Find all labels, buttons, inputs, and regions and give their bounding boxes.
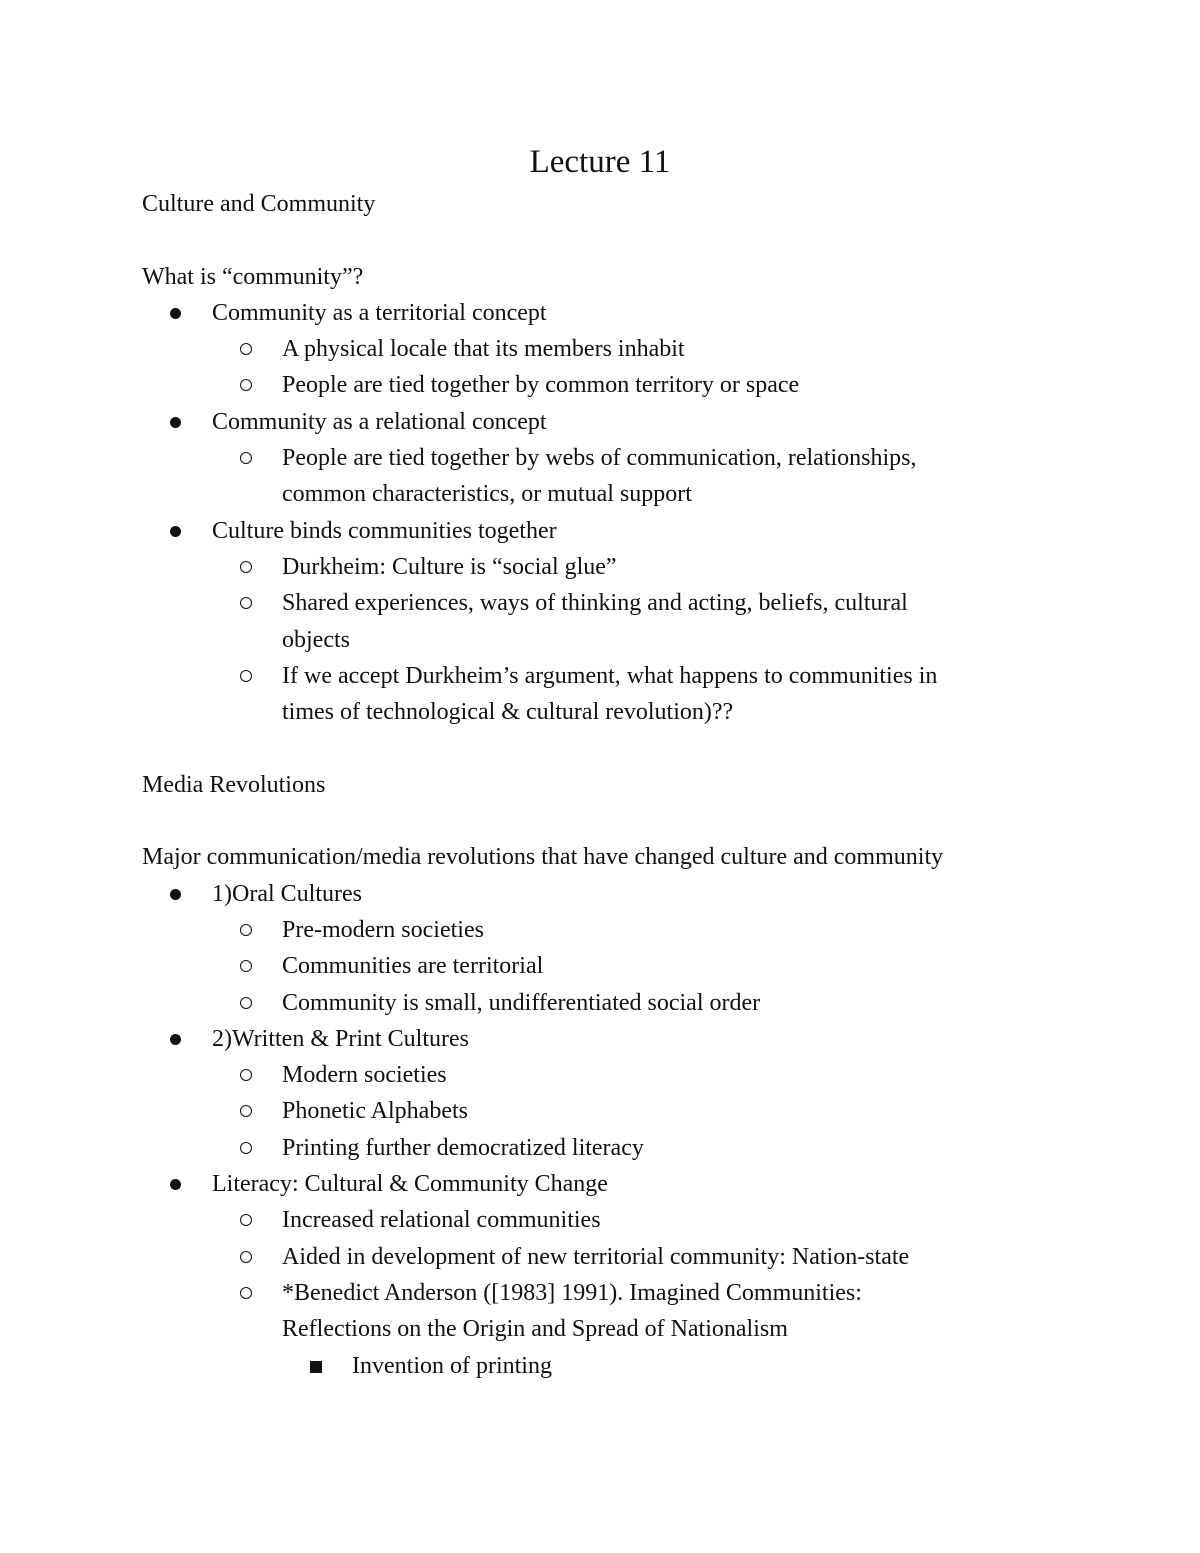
- list-item: [142, 876, 1082, 912]
- sub-list-item: [142, 1239, 1082, 1275]
- sub-list-item: [142, 948, 1082, 984]
- sub-list-item-text: People are tied together by webs of communication, relationships,: [282, 445, 917, 472]
- list-item-text: 2)Written & Print Cultures: [212, 1025, 470, 1052]
- sub-list-item-text: Shared experiences, ways of thinking and acting, beliefs, cultural: [282, 590, 908, 617]
- bullet-icon: [170, 526, 181, 537]
- hollow-bullet-icon: [240, 1214, 252, 1226]
- sub-list-item: [142, 1057, 1082, 1093]
- sub-list-item-text: objects: [282, 626, 350, 653]
- sub-list-item-text: Communities are territorial: [282, 953, 544, 980]
- list-item-text: Community as a relational concept: [212, 408, 547, 435]
- list-item: [142, 1166, 1082, 1202]
- sub-list-item: [142, 912, 1082, 948]
- sub-list-item-text: A physical locale that its members inhabit: [282, 336, 685, 363]
- hollow-bullet-icon: [240, 343, 252, 355]
- sub-list-item-continuation: [142, 622, 1082, 658]
- sub-list-item-text: Modern societies: [282, 1062, 447, 1089]
- sub-list-item-text: Increased relational communities: [282, 1207, 601, 1234]
- sub-list-item-text: Reflections on the Origin and Spread of Nationalism: [282, 1316, 788, 1343]
- sub-list-item-text: Printing further democratized literacy: [282, 1134, 644, 1161]
- section-question: What is “community”?: [142, 263, 364, 290]
- sub-list-item: [142, 440, 1082, 476]
- hollow-bullet-icon: [240, 379, 252, 391]
- sub-sub-list-item: [142, 1348, 1082, 1384]
- sub-list-item: [142, 1093, 1082, 1129]
- document-body: [142, 186, 1082, 1384]
- sub-list-item-text: Aided in development of new territorial community: Nation-state: [282, 1243, 910, 1270]
- sub-list-item-text: common characteristics, or mutual support: [282, 481, 692, 508]
- hollow-bullet-icon: [240, 1287, 252, 1299]
- hollow-bullet-icon: [240, 597, 252, 609]
- document-title: Lecture 11: [529, 144, 671, 180]
- spacer: [142, 803, 1082, 839]
- sub-list-item: [142, 549, 1082, 585]
- section-heading: Media Revolutions: [142, 771, 326, 798]
- sub-list-item: [142, 585, 1082, 621]
- hollow-bullet-icon: [240, 960, 252, 972]
- sub-sub-list-item-text: Invention of printing: [352, 1352, 552, 1379]
- list-item-text: 1)Oral Cultures: [212, 880, 362, 907]
- hollow-bullet-icon: [240, 1142, 252, 1154]
- hollow-bullet-icon: [240, 670, 252, 682]
- hollow-bullet-icon: [240, 924, 252, 936]
- sub-list-item: [142, 367, 1082, 403]
- hollow-bullet-icon: [240, 452, 252, 464]
- sub-list-item: [142, 658, 1082, 694]
- list-item: [142, 295, 1082, 331]
- bullet-icon: [170, 1179, 181, 1190]
- list-item: [142, 513, 1082, 549]
- list-item-text: Literacy: Cultural & Community Change: [212, 1171, 608, 1198]
- sub-list-item: [142, 985, 1082, 1021]
- hollow-bullet-icon: [240, 1251, 252, 1263]
- sub-list-item-continuation: [142, 476, 1082, 512]
- sub-list-item-text: Phonetic Alphabets: [282, 1098, 468, 1125]
- hollow-bullet-icon: [240, 1069, 252, 1081]
- hollow-bullet-icon: [240, 997, 252, 1009]
- square-bullet-icon: [310, 1361, 322, 1373]
- sub-list-item: [142, 1275, 1082, 1311]
- sub-list-item-text: People are tied together by common territory or space: [282, 372, 800, 399]
- sub-list-item-text: If we accept Durkheim’s argument, what happens to communities in: [282, 662, 938, 689]
- sub-list-item-continuation: [142, 694, 1082, 730]
- sub-list-item: [142, 1202, 1082, 1238]
- hollow-bullet-icon: [240, 1105, 252, 1117]
- sub-list-item-text: Community is small, undifferentiated social order: [282, 989, 761, 1016]
- sub-list-item-continuation: [142, 1311, 1082, 1347]
- bullet-icon: [170, 1034, 181, 1045]
- sub-list-item: [142, 1130, 1082, 1166]
- sub-list-item-text: Durkheim: Culture is “social glue”: [282, 553, 617, 580]
- sub-list-item: [142, 331, 1082, 367]
- bullet-icon: [170, 417, 181, 428]
- hollow-bullet-icon: [240, 561, 252, 573]
- spacer: [142, 730, 1082, 766]
- sub-list-item-text: Pre-modern societies: [282, 916, 484, 943]
- subtitle: Culture and Community: [142, 191, 376, 217]
- sub-list-item-text: *Benedict Anderson ([1983] 1991). Imagined Communities:: [282, 1279, 862, 1306]
- spacer: [142, 222, 1082, 258]
- section-intro: Major communication/media revolutions that have changed culture and community: [142, 844, 944, 871]
- list-item: [142, 404, 1082, 440]
- bullet-icon: [170, 889, 181, 900]
- list-item: [142, 1021, 1082, 1057]
- bullet-icon: [170, 308, 181, 319]
- list-item-text: Culture binds communities together: [212, 517, 557, 544]
- list-item-text: Community as a territorial concept: [212, 299, 547, 326]
- sub-list-item-text: times of technological & cultural revolution)??: [282, 699, 734, 726]
